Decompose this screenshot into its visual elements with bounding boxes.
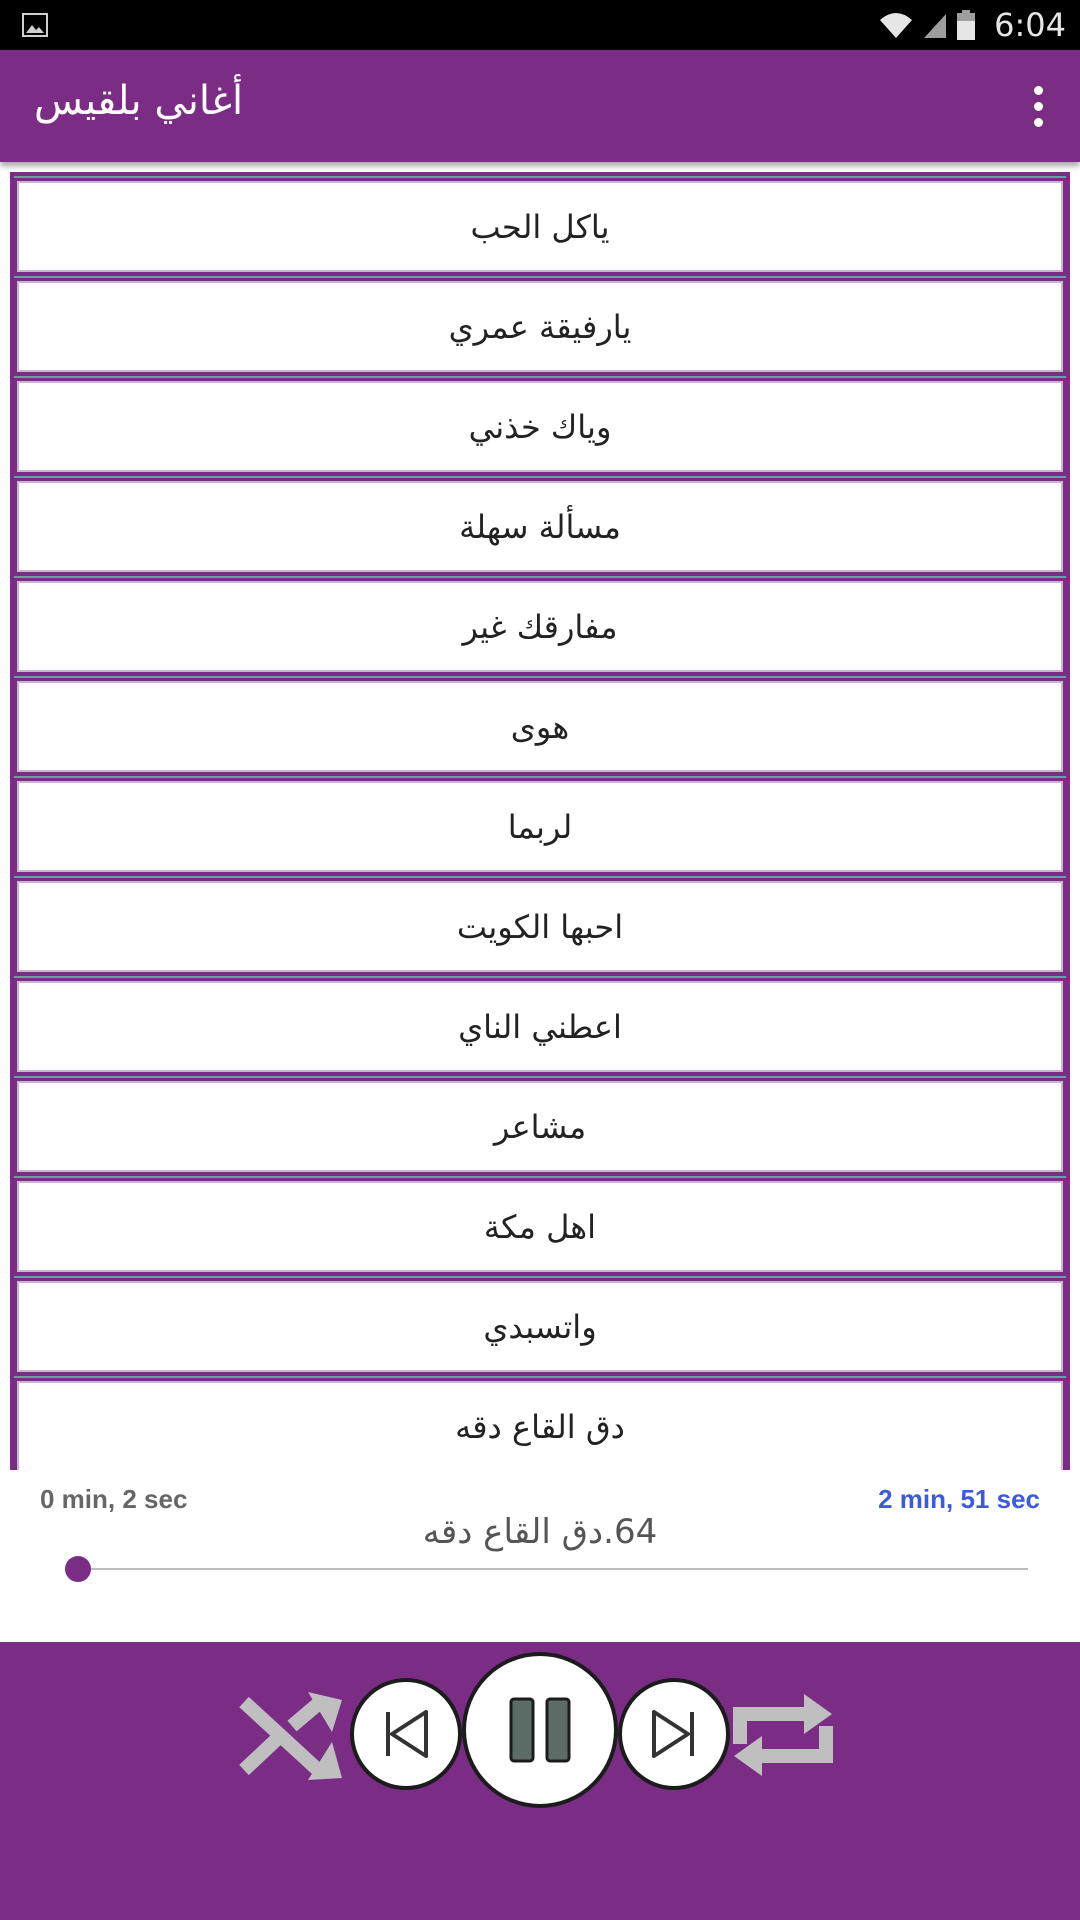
signal-icon: [922, 10, 948, 40]
status-time: 6:04: [994, 6, 1066, 44]
wifi-icon: [878, 10, 914, 40]
overflow-menu-icon[interactable]: [1018, 80, 1058, 132]
pause-button[interactable]: [462, 1652, 618, 1808]
image-icon: [22, 13, 48, 37]
song-list-item[interactable]: [14, 176, 1066, 276]
song-title: دق القاع دقه: [455, 1407, 625, 1446]
shuffle-icon[interactable]: [238, 1692, 344, 1782]
song-list-item[interactable]: [14, 676, 1066, 776]
app-title: أغاني بلقيس: [34, 78, 244, 124]
total-time: 2 min, 51 sec: [878, 1484, 1040, 1514]
skip-next-button[interactable]: [618, 1678, 730, 1790]
song-title: وياك خذني: [468, 407, 612, 446]
app-bar: [0, 50, 1080, 162]
song-list-item[interactable]: [14, 1276, 1066, 1376]
battery-icon: [956, 9, 976, 41]
song-list-item[interactable]: [14, 276, 1066, 376]
skip-previous-icon: [378, 1706, 434, 1762]
song-card[interactable]: [17, 1081, 1063, 1172]
song-card[interactable]: [17, 1281, 1063, 1372]
song-card[interactable]: [17, 181, 1063, 272]
song-list-item[interactable]: [14, 476, 1066, 576]
skip-next-icon: [646, 1706, 702, 1762]
song-list-item[interactable]: [14, 376, 1066, 476]
skip-previous-button[interactable]: [350, 1678, 462, 1790]
song-card[interactable]: [17, 681, 1063, 772]
song-title: هوى: [510, 707, 570, 746]
song-title: ياكل الحب: [470, 207, 610, 246]
song-list-item[interactable]: [14, 576, 1066, 676]
song-title: يارفيقة عمري: [448, 307, 632, 346]
repeat-icon[interactable]: [730, 1684, 836, 1786]
song-title: مشاعر: [493, 1107, 587, 1146]
now-playing-title: 64.دق القاع دقه: [422, 1512, 658, 1552]
song-card[interactable]: [17, 381, 1063, 472]
seek-thumb[interactable]: [65, 1556, 91, 1582]
song-card[interactable]: [17, 281, 1063, 372]
song-card[interactable]: [17, 581, 1063, 672]
song-title: اعطني الناي: [458, 1007, 622, 1046]
song-card[interactable]: [17, 1381, 1063, 1472]
song-card[interactable]: [17, 481, 1063, 572]
status-icons: [878, 0, 1066, 50]
song-card[interactable]: [17, 781, 1063, 872]
song-title: اهل مكة: [483, 1207, 597, 1246]
seek-bar[interactable]: [66, 1568, 1028, 1570]
song-list-item[interactable]: [14, 876, 1066, 976]
song-title: مسألة سهلة: [459, 507, 621, 546]
song-title: مفارقك غير: [462, 607, 618, 646]
song-card[interactable]: [17, 881, 1063, 972]
song-list-item[interactable]: [14, 1376, 1066, 1476]
pause-icon: [505, 1695, 575, 1765]
song-title: واتسبدي: [483, 1307, 597, 1346]
song-list[interactable]: [10, 172, 1070, 1470]
song-title: لربما: [507, 807, 573, 846]
song-list-item[interactable]: [14, 1176, 1066, 1276]
elapsed-time: 0 min, 2 sec: [40, 1484, 188, 1514]
song-list-item[interactable]: [14, 976, 1066, 1076]
status-bar: [0, 0, 1080, 50]
song-list-item[interactable]: [14, 1076, 1066, 1176]
playback-controls: [0, 1642, 1080, 1920]
song-title: احبها الكويت: [456, 907, 624, 946]
song-card[interactable]: [17, 981, 1063, 1072]
song-card[interactable]: [17, 1181, 1063, 1272]
player-info: [0, 1470, 1080, 1642]
song-list-item[interactable]: [14, 776, 1066, 876]
